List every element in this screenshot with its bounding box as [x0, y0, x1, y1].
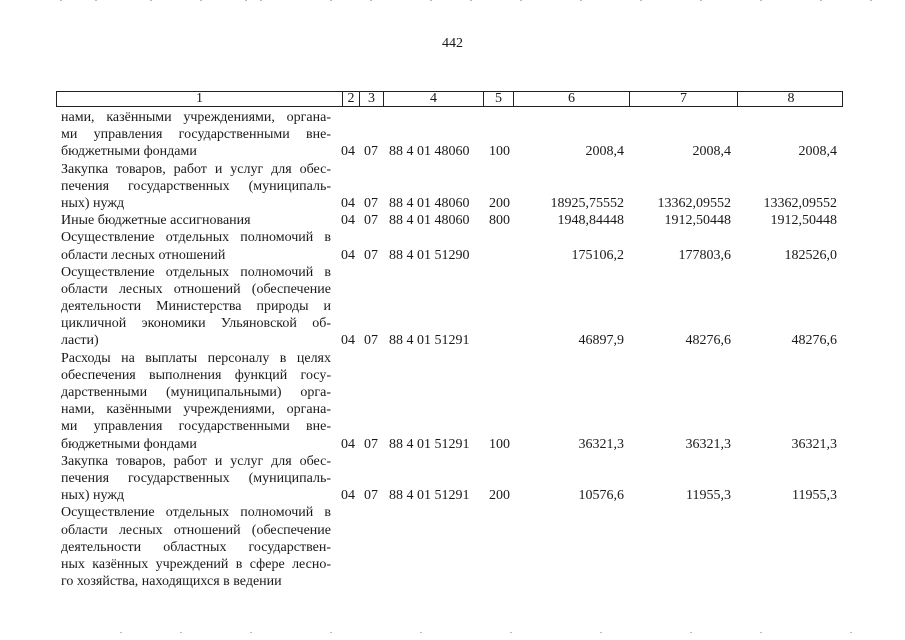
amount-col-6: 1948,84448: [557, 213, 624, 229]
scan-speck: [180, 632, 182, 633]
row-codes: [0, 247, 905, 264]
row-codes: [0, 212, 905, 229]
row-codes: [0, 195, 905, 212]
amount-col-8: 2008,4: [798, 144, 837, 160]
amount-col-8: 13362,09552: [763, 195, 837, 211]
amount-col-7: 2008,4: [692, 144, 731, 160]
table-row: [0, 212, 905, 229]
scan-speck: [640, 0, 642, 1]
row-name-line: Осуществление отдельных полномочий в: [61, 505, 331, 521]
row-name-line: го хозяйства, находящихся в ведении: [61, 574, 282, 590]
row-name-line: Осуществление отдельных полномочий в: [61, 264, 331, 280]
scan-speck: [510, 632, 512, 633]
scan-speck: [420, 632, 422, 633]
amount-col-7: 1912,50448: [664, 213, 731, 229]
table-row: [0, 109, 905, 161]
row-name-line: ми управления государственными вне-: [61, 127, 331, 143]
row-name-line: Расходы на выплаты персоналу в целях: [61, 350, 331, 366]
scan-speck: [245, 0, 247, 1]
row-name-line: печения государственных (муниципаль-: [61, 178, 331, 194]
amount-col-6: 175106,2: [571, 247, 624, 263]
subsection-code: 07: [364, 488, 378, 504]
scan-speck: [760, 632, 762, 633]
header-col-8: 8: [737, 92, 844, 106]
scan-speck: [330, 0, 332, 1]
section-code: 04: [341, 333, 355, 349]
row-name-line: нами, казёнными учреждениями, органа-: [61, 402, 331, 418]
section-code: 04: [341, 436, 355, 452]
amount-col-8: 1912,50448: [770, 213, 837, 229]
row-name-line: ласти): [61, 333, 99, 349]
expense-type-code: 100: [489, 144, 510, 160]
target-article-code: 88 4 01 51291: [389, 488, 470, 504]
scan-speck: [120, 632, 122, 633]
row-name-line: нами, казёнными учреждениями, органа-: [61, 110, 331, 125]
target-article-code: 88 4 01 48060: [389, 195, 470, 211]
scan-speck: [820, 0, 822, 1]
target-article-code: 88 4 01 51290: [389, 247, 470, 263]
subsection-code: 07: [364, 213, 378, 229]
row-codes: [0, 487, 905, 504]
expense-type-code: 100: [489, 436, 510, 452]
row-name-line: Закупка товаров, работ и услуг для обес-: [61, 161, 331, 177]
subsection-code: 07: [364, 436, 378, 452]
amount-col-7: 13362,09552: [657, 195, 731, 211]
scan-speck: [580, 0, 582, 1]
subsection-code: 07: [364, 247, 378, 263]
table-row: [0, 161, 905, 213]
section-code: 04: [341, 144, 355, 160]
table-row: [0, 504, 905, 590]
scan-speck: [700, 0, 702, 1]
amount-col-8: 11955,3: [792, 488, 837, 504]
row-name-line: Осуществление отдельных полномочий в: [61, 230, 331, 246]
scan-speck: [200, 0, 202, 1]
row-name-line: деятельности Министерства природы и: [61, 299, 331, 315]
amount-col-8: 182526,0: [784, 247, 837, 263]
scan-speck: [470, 0, 472, 1]
target-article-code: 88 4 01 48060: [389, 144, 470, 160]
scan-speck: [870, 0, 872, 1]
scan-speck: [250, 632, 252, 633]
row-name-line: ных) нужд: [61, 195, 125, 211]
amount-col-7: 177803,6: [678, 247, 731, 263]
scan-speck: [520, 0, 522, 1]
section-code: 04: [341, 488, 355, 504]
table-header: [56, 91, 843, 107]
table-row: [0, 229, 905, 263]
scan-speck: [760, 0, 762, 1]
table-row: [0, 264, 905, 350]
section-code: 04: [341, 247, 355, 263]
amount-col-7: 48276,6: [685, 333, 731, 349]
amount-col-8: 36321,3: [791, 436, 837, 452]
row-codes: [0, 436, 905, 453]
scan-artifacts-top: [0, 0, 905, 6]
subsection-code: 07: [364, 195, 378, 211]
row-name-line: Иные бюджетные ассигнования: [61, 213, 251, 229]
scan-speck: [850, 632, 852, 633]
table-row: [0, 453, 905, 505]
scan-speck: [330, 632, 332, 633]
header-col-4: 4: [383, 92, 483, 106]
amount-col-6: 46897,9: [578, 333, 624, 349]
scan-speck: [600, 632, 602, 633]
row-name-line: Закупка товаров, работ и услуг для обес-: [61, 453, 331, 469]
amount-col-6: 36321,3: [578, 436, 624, 452]
target-article-code: 88 4 01 48060: [389, 213, 470, 229]
scan-speck: [370, 0, 372, 1]
row-codes: [0, 332, 905, 349]
amount-col-7: 11955,3: [686, 488, 731, 504]
amount-col-6: 18925,75552: [550, 195, 624, 211]
header-col-7: 7: [629, 92, 737, 106]
subsection-code: 07: [364, 144, 378, 160]
row-name-line: ных казённых учреждений в сфере лесно-: [61, 556, 331, 572]
expense-type-code: 200: [489, 488, 510, 504]
row-name-line: области лесных отношений: [61, 247, 226, 263]
header-col-3: 3: [359, 92, 383, 106]
target-article-code: 88 4 01 51291: [389, 333, 470, 349]
scan-speck: [260, 0, 262, 1]
amount-col-8: 48276,6: [791, 333, 837, 349]
page-number: 442: [442, 36, 463, 51]
row-name-line: печения государственных (муниципаль-: [61, 470, 331, 486]
subsection-code: 07: [364, 333, 378, 349]
amount-col-7: 36321,3: [685, 436, 731, 452]
target-article-code: 88 4 01 51291: [389, 436, 470, 452]
row-name-line: области лесных отношений (обеспечение: [61, 522, 331, 538]
expense-type-code: 200: [489, 195, 510, 211]
amount-col-6: 10576,6: [578, 488, 624, 504]
section-code: 04: [341, 213, 355, 229]
scan-speck: [150, 0, 152, 1]
expense-type-code: 800: [489, 213, 510, 229]
header-col-5: 5: [483, 92, 513, 106]
row-name-line: ных) нужд: [61, 488, 125, 504]
row-codes: [0, 573, 905, 590]
row-name-line: области лесных отношений (обеспечение: [61, 281, 331, 297]
scan-speck: [690, 632, 692, 633]
row-name-line: цикличной экономики Ульяновской об-: [61, 316, 331, 332]
row-name-line: обеспечения выполнения функций госу-: [61, 367, 331, 383]
header-col-1: 1: [196, 91, 203, 106]
scan-speck: [430, 0, 432, 1]
row-name-line: ми управления государственными вне-: [61, 419, 331, 435]
scan-speck: [60, 0, 62, 1]
row-name-line: дарственными (муниципальными) орга-: [61, 385, 331, 400]
row-codes: [0, 143, 905, 160]
amount-col-6: 2008,4: [585, 144, 624, 160]
row-name-line: деятельности областных государствен-: [61, 539, 331, 555]
table-row: [0, 350, 905, 453]
scan-artifacts-bottom: [0, 632, 905, 638]
header-col-2: 2: [342, 92, 359, 106]
row-name-line: бюджетными фондами: [61, 436, 197, 452]
scan-speck: [95, 0, 97, 1]
header-col-6: 6: [513, 92, 629, 106]
row-name-line: бюджетными фондами: [61, 144, 197, 160]
section-code: 04: [341, 195, 355, 211]
table-body: [0, 109, 905, 590]
